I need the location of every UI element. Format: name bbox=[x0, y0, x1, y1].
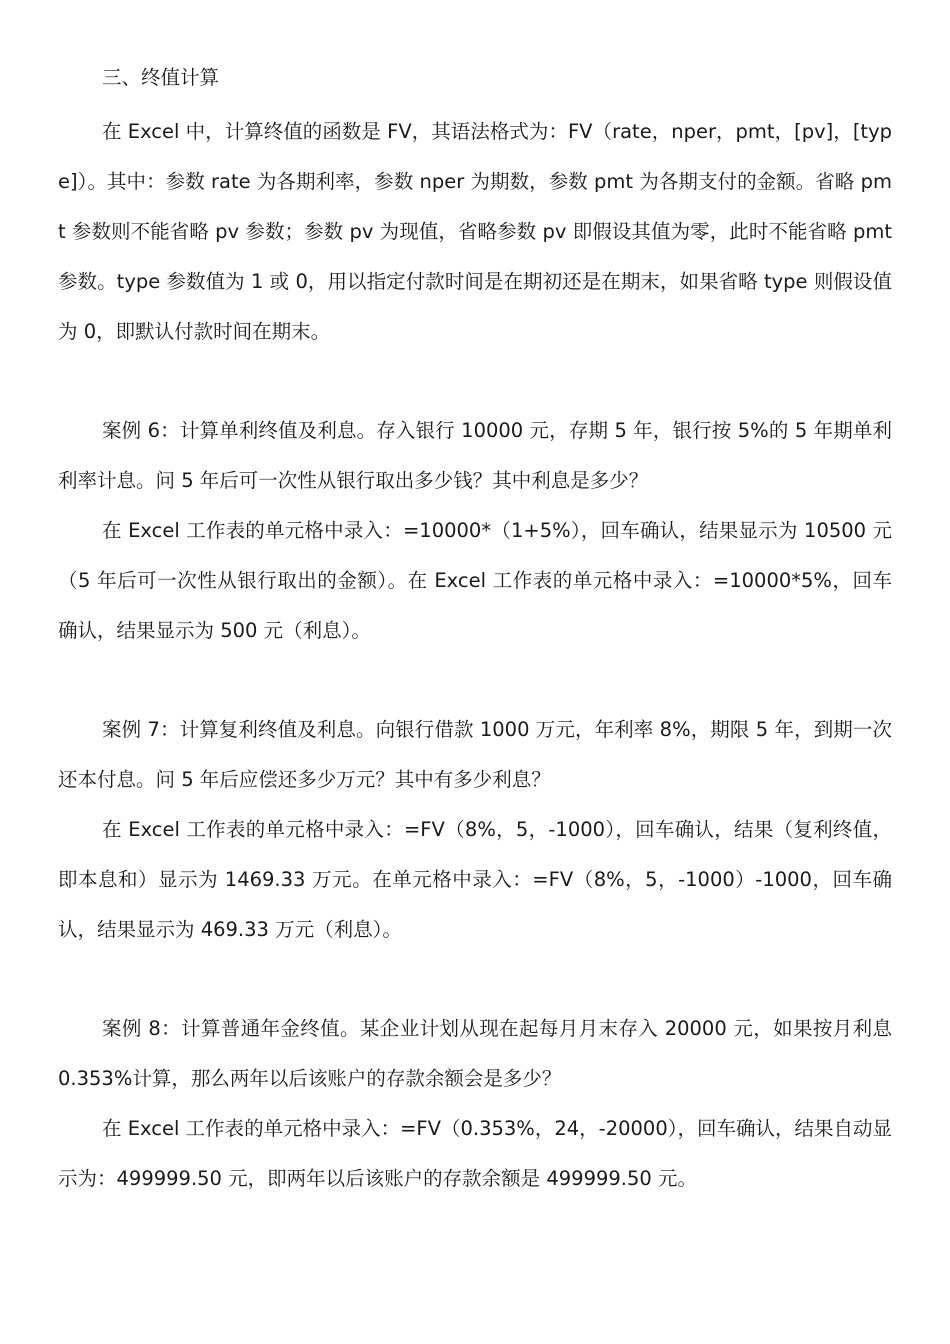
fv-function-description: 在 Excel 中，计算终值的函数是 FV，其语法格式为：FV（rate，nper，pmt，[pv]，[type]）。其中：参数 rate 为各期利率，参数 nper 为期数，参数 pmt 为各期支付的金额。省略 pmt 参数则不能省略 pv 参数；参数 pv 为现值，省略参数 pv 即假设其值为零，此时不能省略 pmt 参数。type 参数值为 1 或 0，用以指定付款时间是在期初还是在期末，如果省略 type 则假设值为 0，即默认付款时间在期末。 bbox=[58, 120, 892, 343]
case-8-answer: 在 Excel 工作表的单元格中录入：=FV（0.353%，24，-20000），回车确认，结果自动显示为：499999.50 元，即两年以后该账户的存款余额是 499999.50 元。 bbox=[58, 1117, 892, 1190]
document-page bbox=[58, 58, 892, 1204]
case-6-answer: 在 Excel 工作表的单元格中录入：=10000*（1+5%），回车确认，结果显示为 10500 元（5 年后可一次性从银行取出的金额）。在 Excel 工作表的单元格中录入：=10000*5%，回车确认，结果显示为 500 元（利息）。 bbox=[58, 519, 892, 642]
spacer bbox=[58, 98, 892, 107]
case-8-question: 案例 8：计算普通年金终值。某企业计划从现在起每月月末存入 20000 元，如果按月利息 0.353%计算，那么两年以后该账户的存款余额会是多少？ bbox=[58, 1017, 892, 1090]
section-title: 三、终值计算 bbox=[102, 66, 220, 89]
spacer bbox=[58, 357, 892, 406]
case-7-question: 案例 7：计算复利终值及利息。向银行借款 1000 万元，年利率 8%，期限 5 年，到期一次还本付息。问 5 年后应偿还多少万元？其中有多少利息？ bbox=[58, 718, 892, 791]
case-6-question: 案例 6：计算单利终值及利息。存入银行 10000 元，存期 5 年，银行按 5%的 5 年期单利利率计息。问 5 年后可一次性从银行取出多少钱？其中利息是多少？ bbox=[58, 419, 892, 492]
spacer bbox=[58, 656, 892, 705]
case-7-answer: 在 Excel 工作表的单元格中录入：=FV（8%，5，-1000），回车确认，结果（复利终值，即本息和）显示为 1469.33 万元。在单元格中录入：=FV（8%，5，-1000）-1000，回车确认，结果显示为 469.33 万元（利息）。 bbox=[58, 818, 892, 941]
spacer bbox=[58, 955, 892, 1004]
